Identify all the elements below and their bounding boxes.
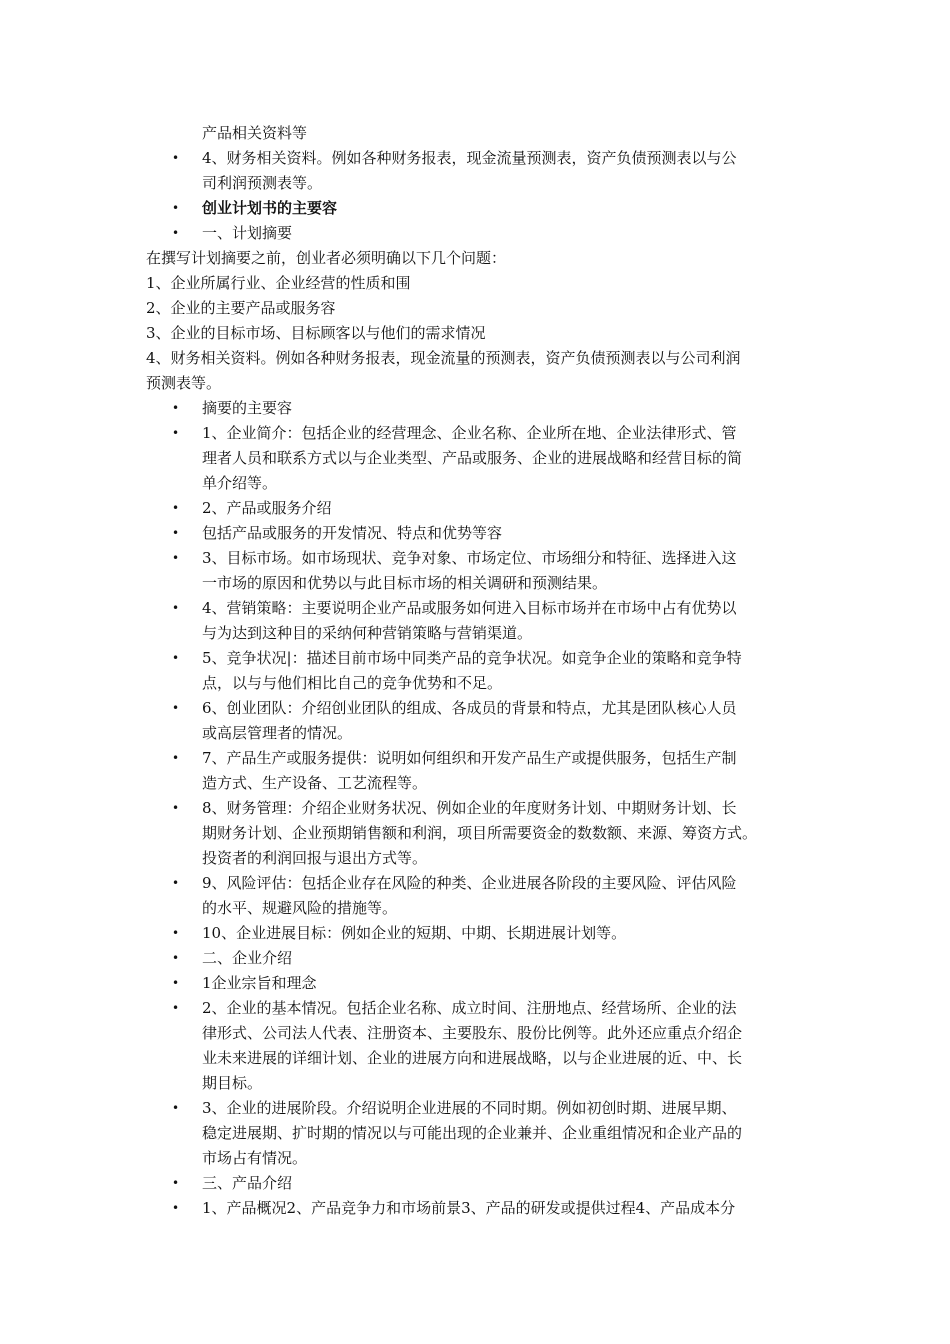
bullet-dot-icon: • [172, 551, 180, 565]
line-text: 单介绍等。 [202, 474, 278, 492]
line-text: 2、产品或服务介绍 [202, 499, 332, 517]
line-text: 造方式、生产设备、工艺流程等。 [202, 774, 428, 792]
line-text: 理者人员和联系方式以与企业类型、产品或服务、企业的进展战略和经营目标的简 [202, 449, 743, 467]
bullet-item [0, 1196, 950, 1221]
bullet-dot-icon: • [172, 526, 180, 540]
line-text: 6、创业团队：介绍创业团队的组成、各成员的背景和特点，尤其是团队核心人员 [202, 699, 737, 717]
text-line [0, 771, 950, 796]
line-text: 4、财务相关资料。例如各种财务报表，现金流量的预测表，资产负债预测表以与公司利润 [146, 349, 741, 367]
bullet-dot-icon: • [172, 1001, 180, 1015]
line-text: 2、企业的主要产品或服务容 [146, 299, 336, 317]
line-text: 1、产品概况2、产品竞争力和市场前景3、产品的研发或提供过程4、产品成本分 [202, 1199, 736, 1217]
text-line [0, 896, 950, 921]
line-text: 在撰写计划摘要之前，创业者必须明确以下几个问题： [146, 249, 507, 267]
bullet-dot-icon: • [172, 876, 180, 890]
bullet-item [0, 146, 950, 171]
bullet-item [0, 496, 950, 521]
bullet-dot-icon: • [172, 226, 180, 240]
line-text: 3、企业的进展阶段。介绍说明企业进展的不同时期。例如初创时期、进展早期、 [202, 1099, 737, 1117]
line-text: 的水平、规避风险的措施等。 [202, 899, 398, 917]
line-text: 市场占有情况。 [202, 1149, 308, 1167]
line-text: 期财务计划、企业预期销售额和利润，项目所需要资金的数数额、来源、筹资方式。 [202, 824, 758, 842]
line-text: 司利润预测表等。 [202, 174, 323, 192]
line-text: 2、企业的基本情况。包括企业名称、成立时间、注册地点、经营场所、企业的法 [202, 999, 737, 1017]
bullet-item [0, 546, 950, 571]
bullet-dot-icon: • [172, 751, 180, 765]
text-line [0, 296, 950, 321]
bullet-dot-icon: • [172, 151, 180, 165]
text-line [0, 121, 950, 146]
document-body [0, 121, 950, 1221]
bullet-item [0, 521, 950, 546]
text-line [0, 571, 950, 596]
bullet-item [0, 421, 950, 446]
line-text: 稳定进展期、扩时期的情况以与可能出现的企业兼并、企业重组情况和企业产品的 [202, 1124, 743, 1142]
line-text: 7、产品生产或服务提供：说明如何组织和开发产品生产或提供服务，包括生产制 [202, 749, 737, 767]
line-text: 点，以与与他们相比自己的竞争优势和不足。 [202, 674, 503, 692]
text-line [0, 846, 950, 871]
bullet-item [0, 646, 950, 671]
line-text: 1、企业简介：包括企业的经营理念、企业名称、企业所在地、企业法律形式、管 [202, 424, 737, 442]
bullet-dot-icon: • [172, 1201, 180, 1215]
line-text: 1企业宗旨和理念 [202, 974, 317, 992]
text-line [0, 1146, 950, 1171]
line-text: 4、财务相关资料。例如各种财务报表，现金流量预测表，资产负债预测表以与公 [202, 149, 737, 167]
text-line [0, 346, 950, 371]
line-text: 4、营销策略：主要说明企业产品或服务如何进入目标市场并在市场中占有优势以 [202, 599, 737, 617]
bullet-dot-icon: • [172, 976, 180, 990]
bullet-dot-icon: • [172, 401, 180, 415]
text-line [0, 446, 950, 471]
line-text: 3、企业的目标市场、目标顾客以与他们的需求情况 [146, 324, 486, 342]
line-text: 包括产品或服务的开发情况、特点和优势等容 [202, 524, 503, 542]
line-text: 1、企业所属行业、企业经营的性质和围 [146, 274, 411, 292]
section-heading: 创业计划书的主要容 [202, 199, 338, 217]
text-line [0, 671, 950, 696]
bullet-item [0, 1096, 950, 1121]
text-line [0, 1071, 950, 1096]
bullet-item [0, 746, 950, 771]
line-text: 产品相关资料等 [202, 124, 308, 142]
bullet-item [0, 221, 950, 246]
line-text: 投资者的利润回报与退出方式等。 [202, 849, 428, 867]
bullet-item [0, 1171, 950, 1196]
text-line [0, 321, 950, 346]
bullet-dot-icon: • [172, 501, 180, 515]
bullet-item [0, 196, 950, 221]
line-text: 二、企业介绍 [202, 949, 293, 967]
bullet-item [0, 921, 950, 946]
bullet-dot-icon: • [172, 601, 180, 615]
text-line [0, 371, 950, 396]
text-line [0, 1046, 950, 1071]
bullet-item [0, 996, 950, 1021]
bullet-dot-icon: • [172, 801, 180, 815]
bullet-item [0, 796, 950, 821]
bullet-dot-icon: • [172, 201, 180, 215]
bullet-item [0, 596, 950, 621]
bullet-dot-icon: • [172, 951, 180, 965]
text-line [0, 171, 950, 196]
bullet-item [0, 871, 950, 896]
line-text: 三、产品介绍 [202, 1174, 293, 1192]
line-text: 一市场的原因和优势以与此目标市场的相关调研和预测结果。 [202, 574, 608, 592]
line-text: 律形式、公司法人代表、注册资本、主要股东、股份比例等。此外还应重点介绍企 [202, 1024, 743, 1042]
line-text: 一、计划摘要 [202, 224, 293, 242]
text-line [0, 271, 950, 296]
line-text: 8、财务管理：介绍企业财务状况、例如企业的年度财务计划、中期财务计划、长 [202, 799, 737, 817]
bullet-dot-icon: • [172, 1176, 180, 1190]
text-line [0, 471, 950, 496]
bullet-dot-icon: • [172, 701, 180, 715]
bullet-item [0, 696, 950, 721]
line-text: 预测表等。 [146, 374, 222, 392]
line-text: 10、企业进展目标：例如企业的短期、中期、长期进展计划等。 [202, 924, 627, 942]
text-line [0, 1021, 950, 1046]
line-text: 期目标。 [202, 1074, 263, 1092]
bullet-dot-icon: • [172, 651, 180, 665]
line-text: 业未来进展的详细计划、企业的进展方向和进展战略，以与企业进展的近、中、长 [202, 1049, 743, 1067]
line-text: 或高层管理者的情况。 [202, 724, 353, 742]
text-line [0, 821, 950, 846]
line-text: 与为达到这种目的采纳何种营销策略与营销渠道。 [202, 624, 533, 642]
text-line [0, 721, 950, 746]
bullet-item [0, 971, 950, 996]
bullet-item [0, 946, 950, 971]
text-line [0, 1121, 950, 1146]
text-line [0, 621, 950, 646]
text-line [0, 246, 950, 271]
bullet-dot-icon: • [172, 926, 180, 940]
bullet-dot-icon: • [172, 426, 180, 440]
bullet-dot-icon: • [172, 1101, 180, 1115]
line-text: 9、风险评估：包括企业存在风险的种类、企业进展各阶段的主要风险、评估风险 [202, 874, 737, 892]
line-text: 5、竞争状况|：描述目前市场中同类产品的竞争状况。如竞争企业的策略和竞争特 [202, 649, 742, 667]
bullet-item [0, 396, 950, 421]
line-text: 3、目标市场。如市场现状、竞争对象、市场定位、市场细分和特征、选择进入这 [202, 549, 737, 567]
line-text: 摘要的主要容 [202, 399, 293, 417]
